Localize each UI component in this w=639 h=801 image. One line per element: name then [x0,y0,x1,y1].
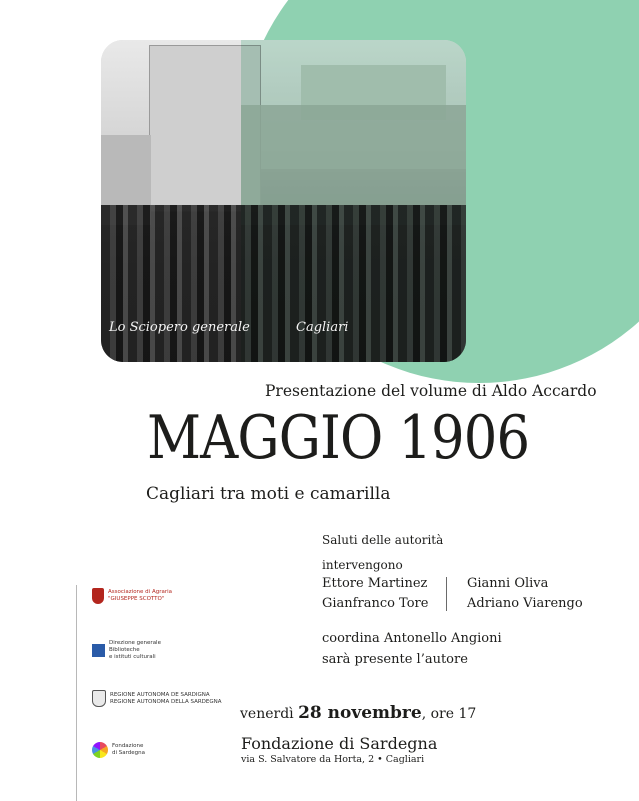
speaker-name: Gianni Oliva [467,576,549,591]
logo-ministero: Direzione generale Biblioteche e istituti culturali [92,640,161,661]
historic-photo [101,40,466,362]
logo-associazione: Associazione di Agraria "GIUSEPPE SCOTTO" [92,588,172,604]
venue-name: Fondazione di Sardegna [241,734,438,753]
venue-address: via S. Salvatore da Horta, 2 • Cagliari [241,754,425,765]
coordinator-name: Antonello Angioni [383,631,502,646]
logo-divider [76,585,77,801]
presentation-subtitle: Presentazione del volume di Aldo Accardo [265,382,597,400]
logo-regione: REGIONE AUTONOMA DE SARDIGNA REGIONE AUTONOMA DELLA SARDEGNA [92,690,222,707]
intervengono-label: intervengono [322,558,403,572]
speaker-name: Adriano Viarengo [467,596,583,611]
speaker-name: Gianfranco Tore [322,596,429,611]
book-tagline: Cagliari tra moti e camarilla [146,484,391,504]
time: , ore 17 [421,706,477,722]
speaker-name: Ettore Martinez [322,576,428,591]
event-date [240,703,476,723]
coordina-label: coordina [322,631,380,646]
logo-fondazione: Fondazione di Sardegna [92,742,145,758]
coordinator-line [322,631,502,646]
color-wheel-icon [92,742,108,758]
author-note: sarà presente l’autore [322,652,468,667]
photo-caption-right: Cagliari [296,320,349,335]
saluti-line: Saluti delle autorità [322,533,444,547]
shield-icon [92,588,104,604]
speaker-divider [446,577,447,611]
day: 28 novembre [298,703,422,723]
photo-caption-left: Lo Sciopero generale [109,320,250,335]
day-name: venerdì [240,706,294,722]
book-title: MAGGIO 1906 [147,403,530,473]
ministry-icon [92,644,105,657]
crest-icon [92,690,106,707]
